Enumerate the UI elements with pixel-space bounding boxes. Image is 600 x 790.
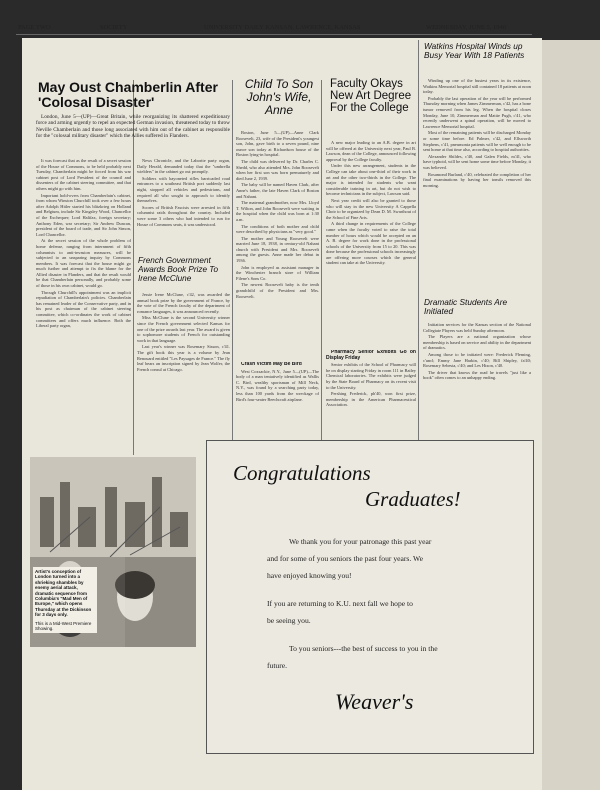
crash-paragraph: West Coxsackie, N.Y., June 5—(UP)—The body of a man tentatively identified as Wallis C. Bird, wealthy sportsman of Mill Neck, N.Y., was found by a searching party today, less than 100 yards from the wreckage of Bird's four-seater Beechcraft airplane. (236, 368, 319, 402)
ad-line-1: We thank you for your patronage this past year (289, 537, 432, 546)
dramatic-headline: Dramatic Students Are Initiated (424, 297, 508, 317)
folio-line (16, 22, 532, 35)
weavers-advertisement (206, 440, 534, 754)
ad-signature: Weaver's (335, 689, 414, 714)
lead-paragraph: It was forecast that as the result of a secret session of the House of Commons, to be held probably next Tuesday, Chamberlain might be forced from his war cabinet post of Lord President of the council and dissenters of the cabinet steering committee, and that others might go with him. (36, 158, 131, 191)
pharmacy-paragraph: Pershing Frederick, ph'40, won first prize, membership in the American Pharmaceutical Association. (326, 391, 416, 408)
dramatic-paragraph: Initiation services for the Kansas section of the National Collegiate Players was held Sunday afternoon. (423, 322, 531, 333)
ad-line-3: have enjoyed knowing you! (267, 571, 352, 580)
french-story (137, 292, 230, 452)
column-rule (418, 40, 419, 440)
french-paragraph: Miss McClune is the second University winner since the French government selected Kansas for one of the prize awards last year. The award is given to sophomore students of French for outstanding work in that language. (137, 315, 230, 343)
lead-paragraph: Through Churchill's appointment was an implicit repudiation of Chamberlain's policies. Chamberlain has remained leader of the Conservative party, and in his post as chairman of the cabinet steering committee, which co-ordinates the work of cabinet committees and offers much influence. Both the Liberal party organ, (36, 289, 131, 329)
lead-paragraph: News Chronicle, and the Laborite party organ, Daily Herald, demanded today that the "umbrella wielders" in the cabinet go out promptly. (137, 158, 230, 175)
lead-column-1 (36, 158, 131, 455)
page-number: PAGE TWO (18, 24, 51, 31)
movie-still-photo (30, 457, 196, 647)
child-paragraph: John is employed as assistant manager in the Winchester branch store of William Filene's Sons Co. (236, 264, 319, 281)
lead-paragraph: Scores of British Fascists were arrested in fifth columnist raids throughout the country. Included were some 3 others who had intended to run for House of Commons seats, it was understood. (137, 204, 230, 227)
dramatic-story (423, 322, 531, 438)
child-paragraph: The mother and Young Roosevelt were married June 18, 1938, in century-old Nahant church with President and Mrs. Roosevelt among the guests. Anne made her debut in 1936. (236, 235, 319, 264)
ad-line-7: future. (267, 661, 288, 670)
photo-caption-text: Artist's conception of London turned into a shrieking shambles by enemy aerial attack, dramatic sequence from Columbia's "Mad Men of Europe," which opens Thursday at the Dickinson for 3 days only. (35, 569, 92, 618)
child-paragraph: The baby will be named Haven Clark, after Anne's father, the late Haven Clark of Boston and Nahant. (236, 182, 319, 199)
lead-headline: May Oust Chamberlin After 'Colosal Disaster' (38, 79, 218, 110)
issue-date: WEDNESDAY, JUNE 5, 1940 (426, 24, 506, 31)
watkins-paragraph: Rosamond Burland, c'40, celebrated the completion of her final examinations by having her tonsils removed this morning. (423, 171, 531, 188)
lead-paragraph: Important hold-overs from Chamberlain's cabinet, from whom Winston Churchill took over a few hours after Adolph Hitler started his blitzkrieg on Holland and Belgium, include Sir Kingsley Wood, Chancellor of the Exchequer; Lord Halifax, foreign secretary; Anthony Eden, war secretary; Sir Andrew Duncan, president of the board of trade, and Sir John Simon, Lord Chancellor. (36, 192, 131, 237)
watkins-paragraph: Alexander Shildes, c'40, and Galen Fields, m'41, who have typhoid, will be sent home some time before Monday, it was believed. (423, 153, 531, 170)
ad-line-6: To you seniors---the best of success to you in the (289, 644, 438, 653)
faculty-paragraph: A new major leading to an A.B. degree in art will be offered at the University next year, Paul B. Lawson, dean of the College, announced following approval by the College faculty. (326, 140, 416, 162)
lead-paragraph: At the secret session of the whole problem of home defense, ranging from internment of fifth columnists to anti-invasion measures, will be subjected to an unsparing inquiry by Commons members. It was forecast that the house might go much further and attempt to fix the blame for the Allied disaster in Flanders, and that the result would be that Chamberlain personally, and probably some of those in his own cabinet, would go. (36, 238, 131, 289)
column-rule (321, 80, 322, 440)
section-name: SOCIETY (100, 24, 128, 31)
faculty-paragraph: Under this new arrangement, students in the College can take about one-third of their work in art and the other two-thirds in the College. The major is intended for students who want considerable training in art, but do not wish to become technicians in the subject, Lawson said. (326, 163, 416, 197)
child-paragraph: Boston, June 5—(UP)—Anne Clark Roosevelt, 23, wife of the President's youngest son, John, gave birth to a seven pound, nine ounce son today at Richardson house of the Boston lying-in hospital. (236, 130, 319, 158)
child-story (236, 130, 319, 360)
adjacent-page-edge (542, 40, 600, 790)
ad-line-5: be seeing you. (267, 616, 311, 625)
watkins-story (423, 78, 531, 288)
lead-paragraph: Soldiers with bayoneted rifles barricaded road entrances to a southeast British port suddenly last night, stopped all vehicles and pedestrians, and required all who sought to approach to identify themselves. (137, 175, 230, 204)
faculty-paragraph: A third change in requirements of the College came when the faculty voted to raise the total number of hours which would be accepted on an A. B. degree for work done in the professional schools of the University from 15 to 20. This was done because the professional schools increasingly are offering more courses which the general student can take at the University. (326, 221, 416, 266)
crash-headline: Crash Victim May Be Bird (241, 362, 302, 367)
french-paragraph: Jessie Irene McClune, c'42, was awarded the annual book prize by the government of France, by the vote of the French faculty of the department of romance languages, it was announced recently. (137, 292, 230, 314)
ad-headline-1: Congratulations (233, 461, 371, 485)
lead-column-2 (137, 158, 230, 253)
child-paragraph: The child was delivered by Dr. Charles C. Shedd, who also attended Mrs. John Roosevelt when her first son was born prematurely and died June 2, 1939. (236, 158, 319, 181)
crash-story (236, 362, 319, 442)
faculty-paragraph: Next year credit will also be granted to those who will stay in the new University A Cappella Choir to be organized by Dean D. M. Swarthout of the School of Fine Arts. (326, 197, 416, 220)
watkins-headline: Watkins Hospital Winds up Busy Year With 18 Patients (424, 41, 525, 61)
child-headline: Child To Son John's Wife, Anne (244, 77, 314, 118)
watkins-paragraph: Winding up one of the busiest years in its existence, Watkins Memorial hospital still contained 18 patients at noon today. (423, 78, 531, 95)
pharmacy-headline: Pharmacy Senior Exhibits Go on Display Friday (326, 350, 416, 361)
dramatic-paragraph: The driver that knows the road he travels "just like a book" often comes to an unhappy ending. (423, 369, 531, 381)
watkins-paragraph: Most of the remaining patients will be discharged Monday or some time before. Ed Palmer, c'42, and Ellsworth Stephens, c'41, pneumonia patients will be well enough to be sent home at that time also, according to hospital authorities. (423, 130, 531, 153)
ad-headline-2: Graduates! (365, 487, 461, 511)
pharmacy-story (326, 350, 416, 438)
child-paragraph: The maternal grandmother, now Mrs. Lloyd T. Wilton, and John Roosevelt were waiting in the hospital when the child was born at 1:30 a.m. (236, 200, 319, 222)
dramatic-paragraph: The Players are a national organization whose membership is based on service and ability in the department of dramatics. (423, 334, 531, 351)
lead-lede (36, 114, 230, 140)
ad-line-4: If you are returning to K.U. next fall we hope to (267, 599, 413, 608)
paper-name: UNIVERSITY DAILY KANSAN, LAWRENCE, KANSAS (204, 24, 361, 31)
child-paragraph: The conditions of both mother and child were described by physicians as "very good." (236, 223, 319, 235)
watkins-paragraph: Probably the last operation of the year will be performed Thursday morning when James Zimmerman, c'42, has a bone tumor removed from his leg. When the hospital closes Monday, June 10, Zimmerman and Mattie Pugh, c'41, who recently underwent a spinal operation, will be moved to Lawrence Memorial hospital. (423, 95, 531, 129)
french-headline: French Government Awards Book Prize To Irene McClune (138, 256, 219, 284)
photo-caption-note: This is a Mid-West Premiere Showing. (35, 620, 92, 632)
photo-caption (33, 567, 97, 633)
french-paragraph: Last year's winner was Rosemary Sisson, c'41. The gift book this year is a volume by Jean Renouard entitled "Les Paysages de France." The fly leaf bears an inscription signed by Jean Wolfer, the French consul at Chicago. (137, 344, 230, 372)
ad-line-2: and for some of you seniors the past four years. We (267, 554, 423, 563)
dramatic-paragraph: Among those to be initiated were: Frederick Fleming, c'uncl; Emmy Jane Harkin, c'40; Bill Shipley, fa'40; Rosemary Sebesta, c'40; and Les Hixon, c'40. (423, 351, 531, 369)
faculty-headline: Faculty Okays New Art Degree For the College (330, 78, 412, 115)
child-paragraph: The newest Roosevelt baby is the tenth grandchild of the President and Mrs. Roosevelt. (236, 282, 319, 299)
column-rule (232, 80, 233, 455)
pharmacy-paragraph: Senior exhibits of the School of Pharmacy will be on display starting Friday in room 111 in Bailey Chemical laboratories. The exhibits were judged by the State Board of Pharmacy on its recent visit to the University. (326, 362, 416, 390)
lead-lede-text: London, June 5—(UP)—Great Britain, while reorganizing its shattered expeditionary force and arming urgently to repel an expected German invasion, threatened today to throw Neville Chamberlain and those long associated with him out of the cabinet as responsible for the "colossal military disaster" which the Allies suffered in Flanders. (36, 114, 230, 139)
faculty-story (326, 140, 416, 350)
